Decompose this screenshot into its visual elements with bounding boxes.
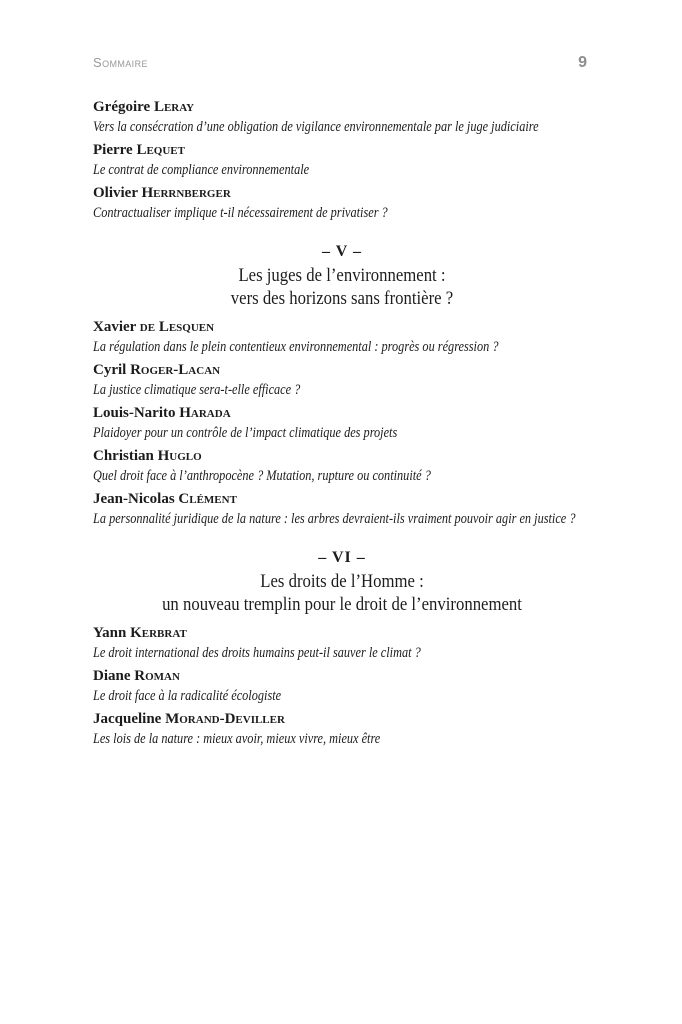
work-title: La justice climatique sera-t-elle efficace ? (93, 382, 301, 398)
author-first-name: Jacqueline (93, 711, 162, 727)
toc-content (93, 97, 591, 752)
author-first-name: Olivier (93, 185, 138, 201)
author-first-name: Jean-Nicolas (93, 491, 175, 507)
section-title-line-2: un nouveau tremplin pour le droit de l’environnement (162, 594, 522, 615)
author-name (93, 666, 591, 686)
work-title: Le droit international des droits humains peut-il sauver le climat ? (93, 645, 421, 661)
author-first-name: Xavier (93, 319, 137, 335)
toc-entry (93, 666, 591, 706)
author-name (93, 446, 591, 466)
toc-entry (93, 140, 591, 180)
section-numeral: – VI – (318, 549, 366, 566)
work-title: Les lois de la nature : mieux avoir, mieux vivre, mieux être (93, 731, 381, 747)
section-heading-vi (93, 546, 591, 616)
author-name (93, 709, 591, 729)
section-title-line-1: Les droits de l’Homme : (260, 571, 424, 592)
author-last-name: Leray (153, 99, 195, 115)
page-number: 9 (578, 54, 587, 71)
toc-entry (93, 97, 591, 137)
author-name (93, 317, 591, 337)
author-first-name: Louis-Narito (93, 405, 176, 421)
author-name (93, 140, 591, 160)
author-last-name: de Lesquen (139, 319, 215, 335)
author-name (93, 183, 591, 203)
toc-entry (93, 709, 591, 749)
author-last-name: Roman (134, 668, 180, 684)
author-last-name: Roger-Lacan (130, 362, 221, 378)
author-first-name: Yann (93, 625, 127, 641)
page-header (93, 54, 587, 72)
author-last-name: Kerbrat (130, 625, 187, 641)
section-title-line-2: vers des horizons sans frontière ? (230, 288, 454, 309)
toc-entry (93, 623, 591, 663)
toc-entry (93, 489, 591, 529)
work-title: Vers la consécration d’une obligation de vigilance environnementale par le juge judiciaire (93, 119, 539, 135)
author-name (93, 623, 591, 643)
work-title: La régulation dans le plein contentieux environnemental : progrès ou régression ? (93, 339, 499, 355)
toc-entry (93, 446, 591, 486)
author-first-name: Diane (93, 668, 131, 684)
work-title: Quel droit face à l’anthropocène ? Mutation, rupture ou continuité ? (93, 468, 431, 484)
author-last-name: Morand-Deviller (165, 711, 285, 727)
author-last-name: Harada (179, 405, 231, 421)
work-title: Le droit face à la radicalité écologiste (93, 688, 282, 704)
author-last-name: Lequet (136, 142, 185, 158)
author-name (93, 97, 591, 117)
author-name (93, 403, 591, 423)
author-name (93, 489, 591, 509)
work-title: Plaidoyer pour un contrôle de l’impact climatique des projets (93, 425, 398, 441)
work-title: Contractualiser implique t-il nécessairement de privatiser ? (93, 205, 388, 221)
author-last-name: Herrnberger (141, 185, 231, 201)
author-first-name: Pierre (93, 142, 133, 158)
author-last-name: Huglo (157, 448, 202, 464)
running-title: Sommaire (93, 55, 148, 70)
toc-entry (93, 183, 591, 223)
author-first-name: Christian (93, 448, 154, 464)
toc-entry (93, 317, 591, 357)
author-name (93, 360, 591, 380)
toc-entry (93, 360, 591, 400)
author-last-name: Clément (178, 491, 237, 507)
toc-entry (93, 403, 591, 443)
work-title: La personnalité juridique de la nature : les arbres devraient-ils vraiment pouvoir agir en justice ? (93, 511, 576, 527)
author-first-name: Grégoire (93, 99, 151, 115)
work-title: Le contrat de compliance environnementale (93, 162, 310, 178)
author-first-name: Cyril (93, 362, 127, 378)
section-title-line-1: Les juges de l’environnement : (238, 265, 446, 286)
section-numeral: – V – (322, 243, 362, 260)
section-heading-v (93, 240, 591, 310)
